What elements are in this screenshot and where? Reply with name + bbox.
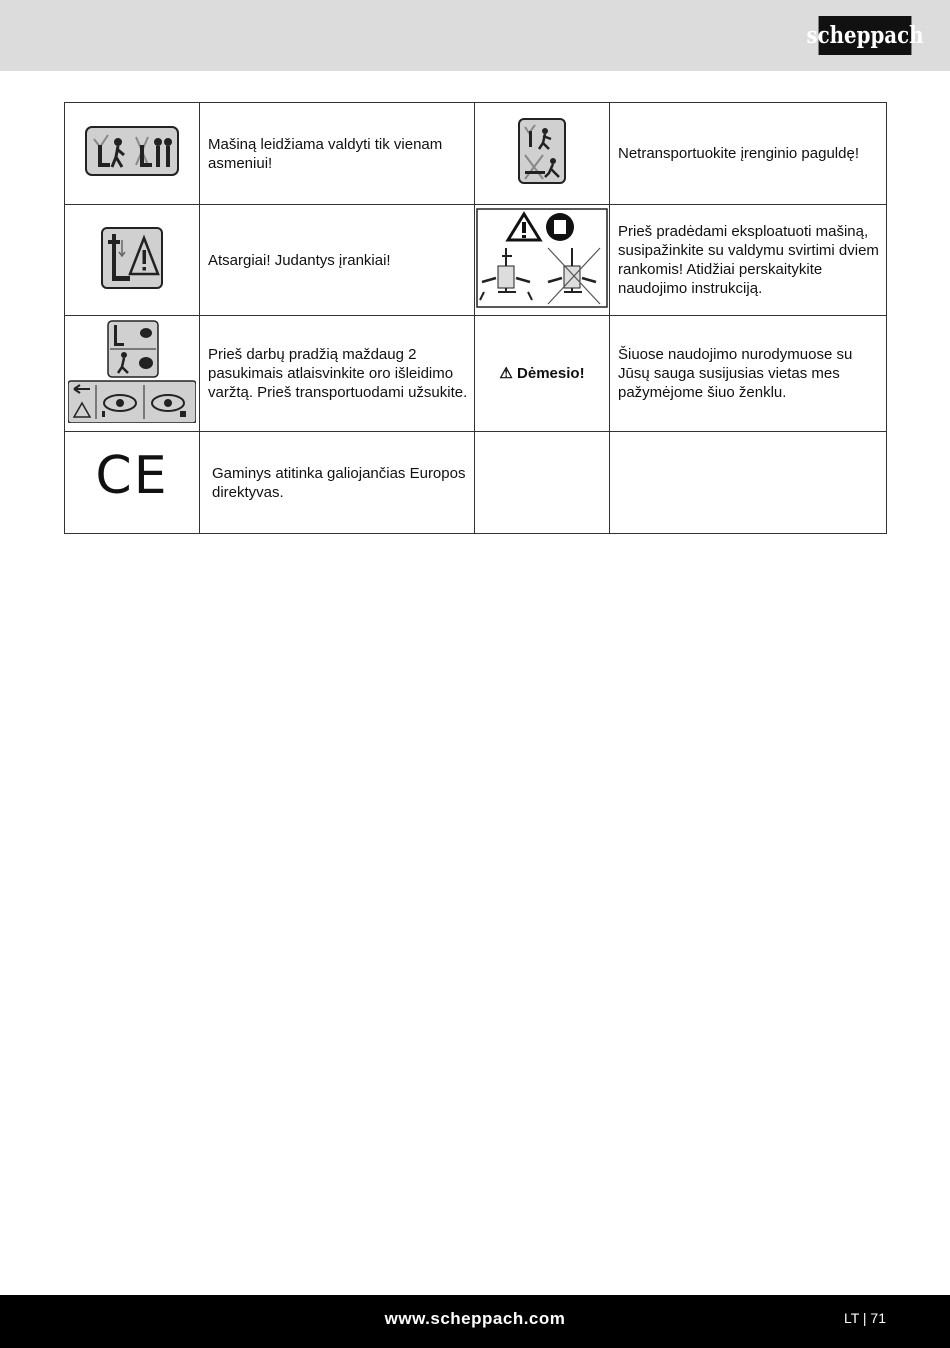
symbols-table: [64, 102, 887, 534]
two-hand-operation-manual-icon: [475, 205, 610, 316]
table-row: [65, 205, 887, 316]
no-horizontal-transport-icon: [475, 103, 610, 205]
ce-mark-icon: [65, 432, 200, 534]
no-horizontal-transport-text: Netransportuokite įrenginio paguldę!: [610, 103, 887, 205]
website-link[interactable]: www.scheppach.com: [384, 1309, 566, 1328]
attention-text: Šiuose naudojimo nurodymuose su Jūsų sauga susijusias vietas mes pažymėjome šiuo ženklu.: [610, 316, 887, 432]
ce-conformity-text: Gaminys atitinka galiojančias Europos direktyvas.: [200, 432, 475, 534]
single-operator-icon: [65, 103, 200, 205]
moving-tools-warning-icon: [65, 205, 200, 316]
empty-cell: [610, 432, 887, 534]
page-header: [0, 0, 950, 71]
page-footer: [0, 1295, 950, 1348]
empty-cell: [475, 432, 610, 534]
ce-mark-label: CE: [95, 446, 169, 506]
table-row: [65, 432, 887, 534]
table-row: [65, 316, 887, 432]
single-operator-text: Mašiną leidžiama valdyti tik vienam asmeniui!: [200, 103, 475, 205]
brand-logo: scheppach: [819, 16, 912, 55]
air-vent-screw-text: Prieš darbų pradžią maždaug 2 pasukimais atlaisvinkite oro išleidimo varžtą. Prieš transportuodami užsukite.: [200, 316, 475, 432]
two-hand-operation-text: Prieš pradėdami eksploatuoti mašiną, susipažinkite su valdymu svirtimi dviem rankomis! Atidžiai perskaitykite naudojimo instrukciją.: [610, 205, 887, 316]
page-number: LT | 71: [843, 1310, 886, 1326]
air-vent-screw-icon: [65, 316, 200, 432]
attention-label: ⚠ Dėmesio!: [475, 316, 610, 432]
moving-tools-text: Atsargiai! Judantys įrankiai!: [200, 205, 475, 316]
table-row: [65, 103, 887, 205]
